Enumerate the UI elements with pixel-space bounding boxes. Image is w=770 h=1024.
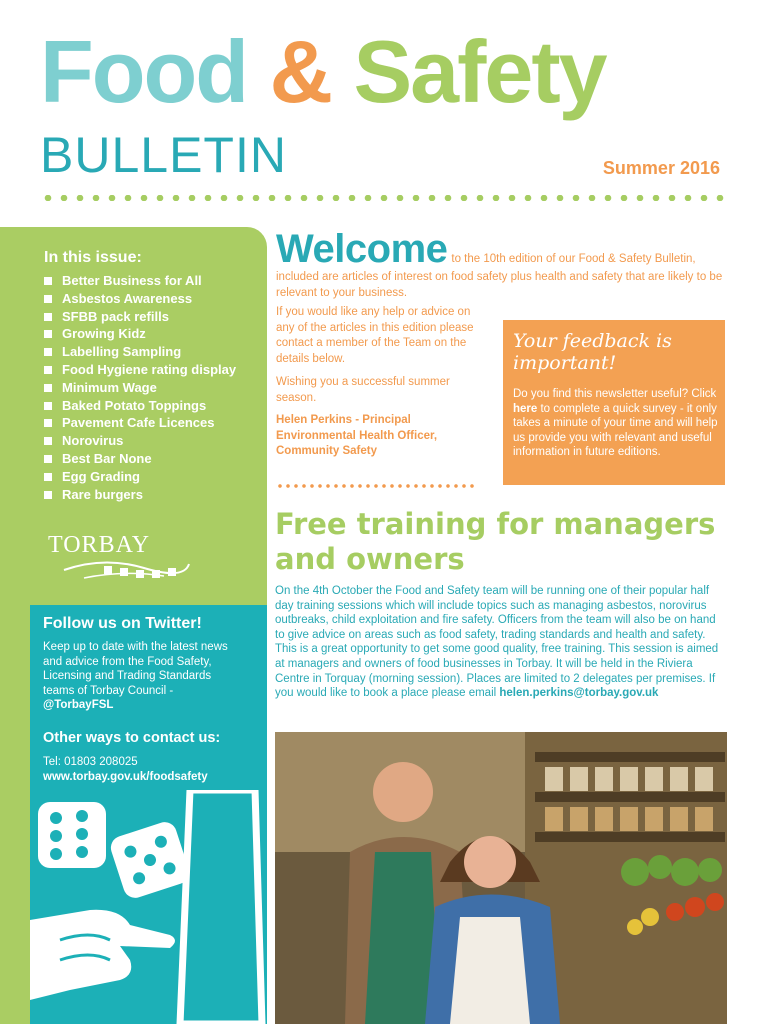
bullet-square-icon [44,473,52,481]
title-safety: Safety [353,22,606,121]
feedback-text-before: Do you find this newsletter useful? Click [513,388,717,400]
issue-label: Egg Grading [62,468,140,484]
bullet-square-icon [44,348,52,356]
feedback-body [513,387,718,460]
bullet-square-icon [44,277,52,285]
welcome-paragraph [276,229,728,301]
shop-owners-photo [275,732,727,1024]
dice-and-glass-illustration-icon [30,790,267,1024]
issue-label: Growing Kidz [62,326,146,342]
list-item [44,379,236,397]
title-food: Food [40,22,248,121]
feedback-survey-link[interactable]: here [513,402,538,415]
issue-label: SFBB pack refills [62,308,169,324]
intro-paragraph: If you would like any help or advice on any of the articles in this edition please contact a member of the Team on the details below. [276,306,474,365]
twitter-handle-link[interactable]: @TorbayFSL [43,699,114,712]
logo-text: TORBAY [48,532,151,558]
dotted-divider [40,195,730,201]
bulletin-title [40,22,606,121]
list-item [44,343,236,361]
bullet-square-icon [44,402,52,410]
bullet-square-icon [44,366,52,374]
list-item [44,397,236,415]
officer-signature: Helen Perkins - Principal Environmental Health Officer, Community Safety [276,414,438,458]
bulletin-subtitle: BULLETIN [40,127,287,183]
welcome-heading: Welcome [276,227,448,271]
list-item [44,432,236,450]
phone-number: Tel: 01803 208025 [43,756,138,768]
feedback-heading: Your feedback is important! [513,330,672,374]
list-item [44,450,236,468]
issue-label: Labelling Sampling [62,344,182,360]
twitter-heading: Follow us on Twitter! [43,615,202,632]
twitter-body [43,640,243,713]
issue-label: Baked Potato Toppings [62,397,207,413]
bullet-square-icon [44,455,52,463]
list-item [44,272,236,290]
website-link[interactable]: www.torbay.gov.uk/foodsafety [43,771,208,783]
training-email-link[interactable]: helen.perkins@torbay.gov.uk [499,687,659,700]
issue-label: Food Hygiene rating display [62,361,237,377]
issue-label: Best Bar None [62,450,152,466]
issue-list [44,272,236,503]
list-item [44,486,236,504]
twitter-text: Keep up to date with the latest news and advice from the Food Safety, Licensing and Trading Standards teams of Torbay Council - [43,641,228,697]
training-heading: Free training for managers and owners [275,507,716,576]
list-item [44,468,236,486]
contact-heading: Other ways to contact us: [43,730,221,746]
bullet-square-icon [44,330,52,338]
training-body [275,584,727,701]
bullet-square-icon [44,384,52,392]
feedback-text-after: to complete a quick survey - it only takes a minute of your time and will help us provide you with relevant and useful information in future editions. [513,402,718,459]
issue-label: Rare burgers [62,486,143,502]
issue-label: Pavement Cafe Licences [62,415,215,431]
issue-label: Minimum Wage [62,379,157,395]
list-item [44,361,236,379]
issue-label: Norovirus [62,433,124,449]
dotted-divider-small [276,484,476,488]
issue-heading: In this issue: [44,249,142,266]
bullet-square-icon [44,295,52,303]
list-item [44,325,236,343]
welcome-text: to the 10th edition of our Food & Safety Bulletin, included are articles of interest on food safety plus health and safety that are likely to be relevant to your business. [276,253,723,299]
bullet-square-icon [44,419,52,427]
list-item [44,414,236,432]
training-text: On the 4th October the Food and Safety team will be running one of their popular half day training sessions which will include topics such as managing asbestos, norovirus outbreaks, child exploitation and fire safety. Officers from the team will also be on hand to give advice on areas such as food safety, trading standards and health and safety. This is a great opportunity to get some good quality, free training. This session is aimed at managers and owners of food businesses in Torbay. It will be held in the Riviera Centre in Torquay (morning session). Places are limited to 2 delegates per premises. If you would like to book a place please email [275,585,719,700]
title-ampersand: & [269,22,332,121]
wishing-paragraph: Wishing you a successful summer season. [276,376,450,404]
bullet-square-icon [44,313,52,321]
bullet-square-icon [44,437,52,445]
issue-label: Better Business for All [62,273,202,288]
list-item [44,308,236,326]
list-item [44,290,236,308]
bullet-square-icon [44,491,52,499]
issue-label: Asbestos Awareness [62,290,193,306]
season-label: Summer 2016 [602,158,720,178]
